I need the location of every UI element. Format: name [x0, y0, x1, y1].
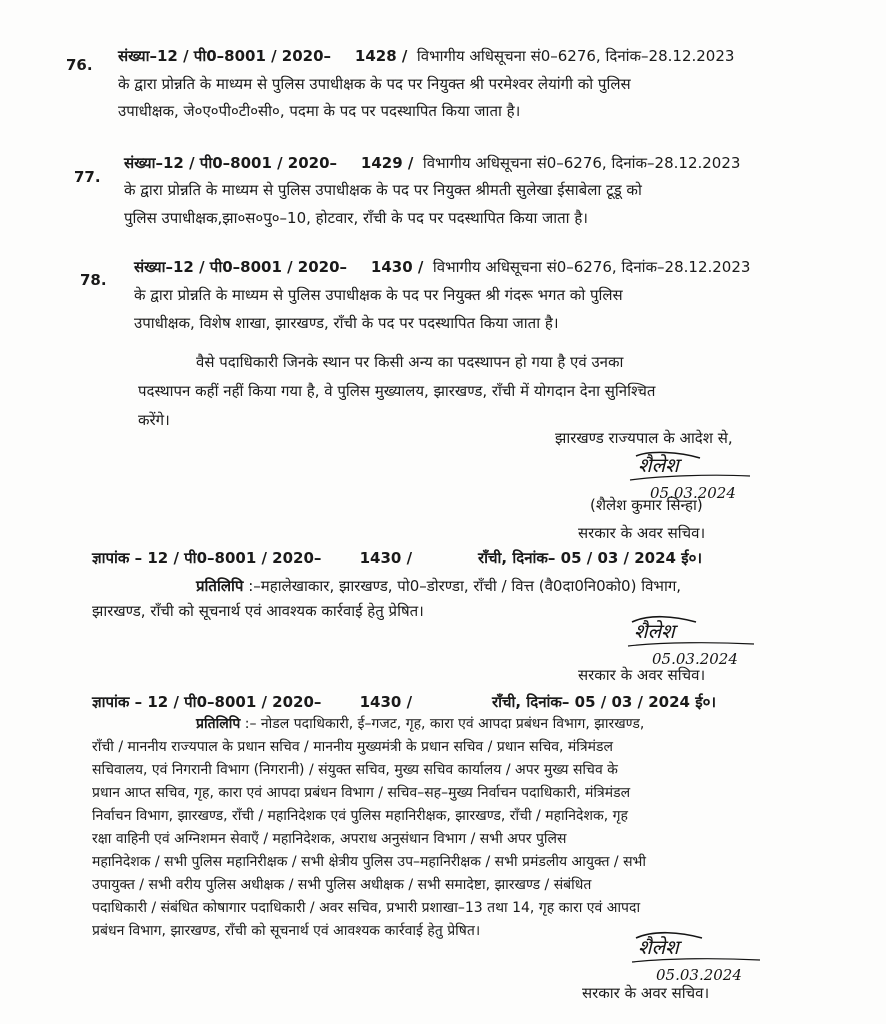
- copy-text: :–महालेखाकार, झारखण्ड, पो0–डोरण्डा, राँची / वित्त (वै0दा0नि0को0) विभाग,: [243, 577, 682, 595]
- closing-note-line: करेंगे।: [138, 411, 170, 429]
- signatory-designation: सरकार के अवर सचिव।: [582, 984, 710, 1002]
- closing-note-line: वैसे पदाधिकारी जिनके स्थान पर किसी अन्य का पदस्थापन हो गया है एवं उनका: [196, 353, 624, 371]
- signature-scrawl: शैलेश: [638, 935, 679, 959]
- entry-memo-number: 1430 /: [370, 258, 424, 276]
- copy-line: सचिवालय, एवं निगरानी विभाग (निगरानी) / संयुक्त सचिव, मुख्य सचिव कार्यालय / अपर मुख्य सचिव के: [92, 762, 618, 778]
- entry-notification: विभागीय अधिसूचना सं0–6276, दिनांक–28.12.2023: [416, 47, 735, 65]
- entry-heading: [118, 46, 734, 66]
- entry-memo-number: 1428 /: [354, 47, 408, 65]
- copy-line: [196, 713, 644, 736]
- memo-heading: [92, 548, 412, 568]
- entry-body-line: के द्वारा प्रोन्नति के माध्यम से पुलिस उपाधीक्षक के पद पर नियुक्त श्री परमेश्वर लेयांगी को पुलिस: [118, 75, 631, 93]
- entry-heading: [134, 257, 750, 277]
- copy-line: रक्षा वाहिनी एवं अग्निशमन सेवाएँ / महानिदेशक, अपराध अनुसंधान विभाग / सभी अपर पुलिस: [92, 831, 567, 847]
- entry-number: 78.: [80, 271, 107, 289]
- signatory-designation: सरकार के अवर सचिव।: [578, 666, 706, 684]
- closing-note-line: पदस्थापन कहीं नहीं किया गया है, वे पुलिस मुख्यालय, झारखण्ड, राँची में योगदान देना सुनिश्चित: [138, 382, 656, 400]
- memo-label: ज्ञापांक – 12 / पी0–8001 / 2020–: [92, 693, 322, 711]
- copy-line: पदाधिकारी / संबंधित कोषागार पदाधिकारी / अवर सचिव, प्रभारी प्रशाखा–13 तथा 14, गृह कारा एवं आपदा: [92, 900, 641, 916]
- memo-place-date: [478, 548, 702, 568]
- copy-line: महानिदेशक / सभी पुलिस महानिरीक्षक / सभी क्षेत्रीय पुलिस उप–महानिरीक्षक / सभी प्रमंडलीय आयुक्त / सभी: [92, 854, 647, 870]
- entry-body-line: के द्वारा प्रोन्नति के माध्यम से पुलिस उपाधीक्षक के पद पर नियुक्त श्रीमती सुलेखा ईसाबेला टूडू को: [124, 181, 642, 199]
- copy-line: प्रधान आप्त सचिव, गृह, कारा एवं आपदा प्रबंधन विभाग / सचिव–सह–मुख्य निर्वाचन पदाधिकारी, मंत्रिमंडल: [92, 785, 631, 801]
- entry-memo-number: 1429 /: [360, 154, 414, 172]
- signature-date: 05.03.2024: [656, 966, 742, 984]
- entry-body-line: उपाधीक्षक, जे०ए०पी०टी०सी०, पदमा के पद पर पदस्थापित किया जाता है।: [118, 102, 521, 120]
- signature-date: 05.03.2024: [652, 650, 738, 668]
- memo-label: ज्ञापांक – 12 / पी0–8001 / 2020–: [92, 549, 322, 567]
- entry-notification: विभागीय अधिसूचना सं0–6276, दिनांक–28.12.2023: [432, 258, 751, 276]
- memo-place-date: [492, 692, 716, 712]
- signature-scrawl: शैलेश: [634, 619, 675, 643]
- copy-line: [196, 576, 681, 596]
- handwritten-signature: [604, 608, 774, 672]
- copy-line: प्रबंधन विभाग, झारखण्ड, राँची को सूचनार्थ एवं आवश्यक कार्रवाई हेतु प्रेषित।: [92, 923, 481, 939]
- copy-label: प्रतिलिपि: [196, 577, 244, 595]
- memo-date: राँची, दिनांक– 05 / 03 / 2024 ई०।: [478, 549, 703, 567]
- signatory-designation: सरकार के अवर सचिव।: [578, 524, 706, 542]
- entry-number: 77.: [74, 168, 101, 186]
- entry-body-line: उपाधीक्षक, विशेष शाखा, झारखण्ड, राँची के पद पर पदस्थापित किया जाता है।: [134, 314, 559, 332]
- memo-number: 1430 /: [359, 693, 413, 711]
- memo-heading: [92, 692, 412, 712]
- handwritten-signature: [610, 926, 780, 990]
- signatory-name: (शैलेश कुमार सिन्हा): [590, 496, 703, 514]
- entry-notification: विभागीय अधिसूचना सं0–6276, दिनांक–28.12.2023: [422, 154, 741, 172]
- copy-line: झारखण्ड, राँची को सूचनार्थ एवं आवश्यक कार्रवाई हेतु प्रेषित।: [92, 602, 424, 620]
- copy-line: निर्वाचन विभाग, झारखण्ड, राँची / महानिदेशक एवं पुलिस महानिरीक्षक, झारखण्ड, राँची / महानिदेशक, गृह: [92, 808, 628, 824]
- entry-reference: संख्या–12 / पी0–8001 / 2020–: [124, 154, 338, 172]
- entry-reference: संख्या–12 / पी0–8001 / 2020–: [134, 258, 348, 276]
- entry-reference: संख्या–12 / पी0–8001 / 2020–: [118, 47, 332, 65]
- entry-body-line: के द्वारा प्रोन्नति के माध्यम से पुलिस उपाधीक्षक के पद पर नियुक्त श्री गंदरू भगत को पुलिस: [134, 286, 623, 304]
- copy-line: राँची / माननीय राज्यपाल के प्रधान सचिव / माननीय मुख्यमंत्री के प्रधान सचिव / प्रधान सचिव, मंत्रिमंडल: [92, 739, 613, 755]
- copy-line: उपायुक्त / सभी वरीय पुलिस अधीक्षक / सभी पुलिस अधीक्षक / सभी समादेष्टा, झारखण्ड / संबंधित: [92, 877, 592, 893]
- memo-number: 1430 /: [359, 549, 413, 567]
- memo-date: राँची, दिनांक– 05 / 03 / 2024 ई०।: [492, 693, 717, 711]
- order-line: झारखण्ड राज्यपाल के आदेश से,: [555, 429, 733, 447]
- copy-label: प्रतिलिपि: [196, 716, 241, 732]
- signature-date: 05.03.2024: [650, 484, 736, 502]
- copy-text: :– नोडल पदाधिकारी, ई–गजट, गृह, कारा एवं आपदा प्रबंधन विभाग, झारखण्ड,: [240, 716, 645, 732]
- entry-heading: [124, 153, 740, 173]
- entry-number: 76.: [66, 56, 93, 74]
- signature-scrawl: शैलेश: [638, 453, 679, 477]
- entry-body-line: पुलिस उपाधीक्षक,झा०स०पु०–10, होटवार, राँची के पद पर पदस्थापित किया जाता है।: [124, 209, 588, 227]
